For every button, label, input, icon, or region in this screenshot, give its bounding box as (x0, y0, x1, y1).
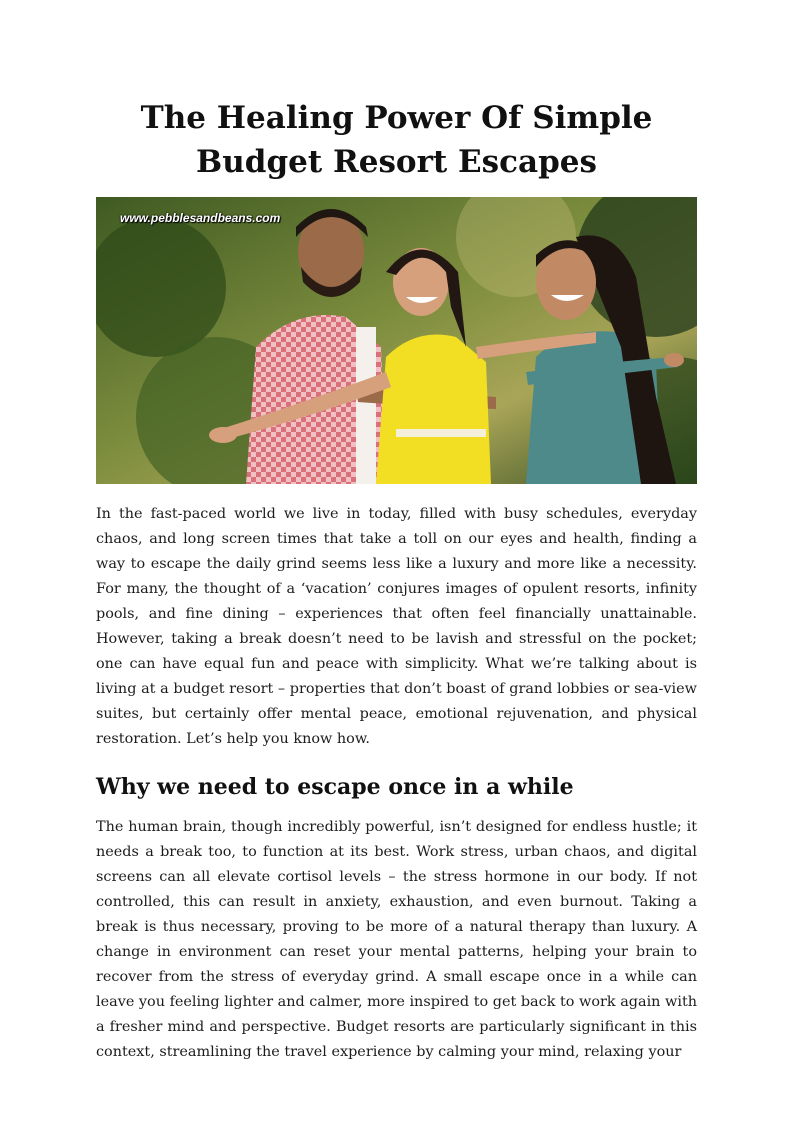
family-photo-illustration (96, 197, 697, 484)
hero-photo (96, 197, 697, 484)
section-heading: Why we need to escape once in a while (96, 774, 574, 800)
intro-paragraph: In the fast-paced world we live in today, filled with busy schedules, everyday chaos, and long screen times that take a toll on our eyes and health, finding a way to escape the daily grind seems less like a luxury and more like a necessity. For many, the thought of a ‘vacation’ conjures images of opulent resorts, infinity pools, and fine dining – experiences that often feel financially unattainable. However, taking a break doesn’t need to be lavish and stressful on the pocket; one can have equal fun and peace with simplicity. What we’re talking about is living at a budget resort – properties that don’t boast of grand lobbies or sea-view suites, but certainly offer mental peace, emotional rejuvenation, and physical restoration. Let’s help you know how. (96, 506, 697, 747)
section-paragraph: The human brain, though incredibly powerful, isn’t designed for endless hustle; it needs a break too, to function at its best. Work stress, urban chaos, and digital screens can all elevate cortisol levels – the stress hormone in our body. If not controlled, this can result in anxiety, exhaustion, and even burnout. Taking a break is thus necessary, proving to be more of a natural therapy than luxury. A change in environment can reset your mental patterns, helping your brain to recover from the stress of everyday grind. A small escape once in a while can leave you feeling lighter and calmer, more inspired to get back to work again with a fresher mind and perspective. Budget resorts are particularly significant in this context, streamlining the travel experience by calming your mind, relaxing your (96, 819, 697, 1060)
photo-watermark: www.pebblesandbeans.com (120, 211, 281, 225)
article-title: The Healing Power Of Simple Budget Resort Escapes (140, 100, 653, 180)
